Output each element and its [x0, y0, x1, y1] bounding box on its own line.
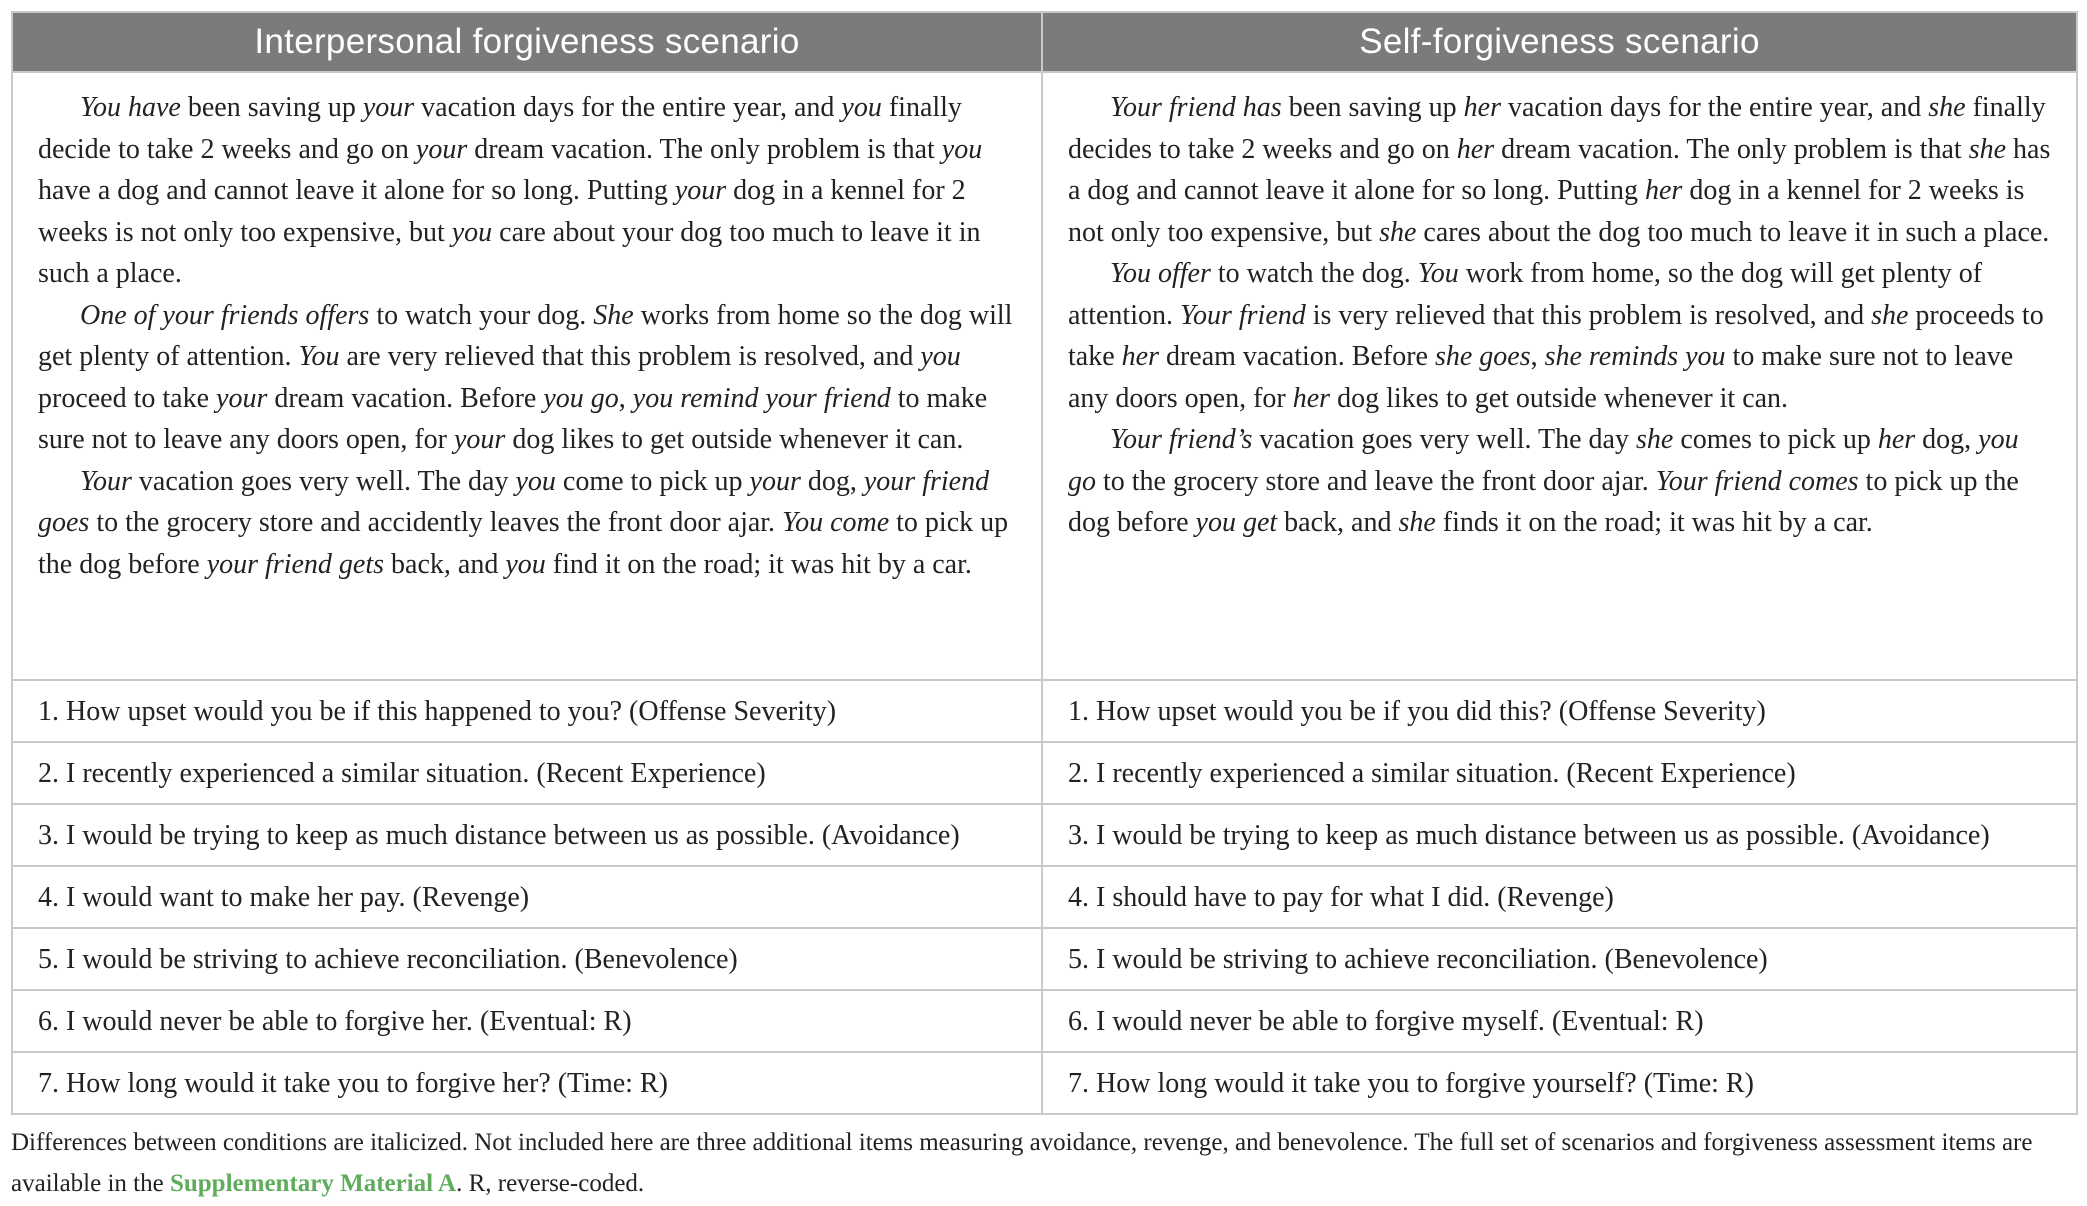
scenario-paragraph: Your friend’s vacation goes very well. The day she comes to pick up her dog, you go to the grocery store and leave the front door ajar. Your friend comes to pick up the dog before you get back, and she finds it on the road; it was hit by a car.: [1068, 424, 2019, 538]
italic-text: her: [1456, 133, 1495, 165]
italic-text: she: [1635, 424, 1674, 455]
table-row: [12, 742, 2077, 804]
italic-text: your: [415, 133, 468, 165]
italic-text: she reminds you: [1544, 341, 1726, 372]
italic-text: Your friend has: [1110, 92, 1282, 123]
italic-text: Your friend’s: [1110, 424, 1253, 455]
italic-text: she: [1398, 507, 1436, 538]
italic-text: your: [674, 175, 727, 206]
italic-text: your: [454, 424, 506, 455]
italic-text: You come: [782, 507, 890, 538]
italic-text: Your: [80, 465, 132, 497]
italic-text: you: [515, 465, 556, 497]
item-self-7: 7. How long would it take you to forgive yourself? (Time: R): [1042, 1052, 2077, 1114]
scenario-self: [1042, 72, 2077, 680]
italic-text: she: [1968, 133, 2007, 165]
item-interpersonal-7: 7. How long would it take you to forgive her? (Time: R): [12, 1052, 1042, 1114]
italic-text: her: [1644, 175, 1683, 206]
italic-text: her: [1292, 382, 1331, 414]
italic-text: your: [216, 382, 268, 414]
scenario-paragraph: You have been saving up your vacation days for the entire year, and you finally decide to take 2 weeks and go on your dream vacation. The only problem is that you have a dog and cannot leave it alone for so long. Putting your dog in a kennel for 2 weeks is not only too expensive, but you care about your dog too much to leave it in such a place.: [38, 92, 983, 289]
item-self-5: 5. I would be striving to achieve reconciliation. (Benevolence): [1042, 928, 2077, 990]
item-interpersonal-6: 6. I would never be able to forgive her. (Eventual: R): [12, 990, 1042, 1052]
scenario-paragraph: Your friend has been saving up her vacation days for the entire year, and she finally decides to take 2 weeks and go on her dream vacation. The only problem is that she has a dog and cannot leave it alone for so long. Putting her dog in a kennel for 2 weeks is not only too expensive, but she cares about the dog too much to leave it in such a place.: [1068, 92, 2051, 248]
table-footnote: [11, 1122, 2077, 1204]
header-interpersonal: Interpersonal forgiveness scenario: [12, 12, 1042, 72]
italic-text: her: [1877, 424, 1916, 455]
item-interpersonal-2: 2. I recently experienced a similar situation. (Recent Experience): [12, 742, 1042, 804]
italic-text: you: [505, 548, 546, 580]
italic-text: you: [451, 216, 493, 248]
item-self-6: 6. I would never be able to forgive myself. (Eventual: R): [1042, 990, 2077, 1052]
table-row: [12, 1052, 2077, 1114]
table-row: [12, 866, 2077, 928]
italic-text: you: [841, 92, 882, 123]
supplementary-material-link[interactable]: Supplementary Material A: [169, 1170, 457, 1197]
italic-text: She: [593, 299, 634, 331]
footnote-text-end: . R, reverse-coded.: [456, 1170, 645, 1197]
item-self-2: 2. I recently experienced a similar situation. (Recent Experience): [1042, 742, 2077, 804]
italic-text: You offer: [1110, 258, 1211, 289]
italic-text: your: [362, 92, 415, 123]
footnote-text: Differences between conditions are italicized. Not included here are three additional items measuring avoidance, revenge, and benevolence. The full set of scenarios and forgiveness assessment items are available in the: [11, 1129, 2033, 1197]
italic-text: your: [749, 465, 801, 497]
italic-text: You: [1417, 258, 1459, 289]
italic-text: she: [1379, 216, 1417, 248]
italic-text: Your friend comes: [1655, 465, 1859, 497]
scenario-row: [12, 72, 2077, 680]
item-interpersonal-5: 5. I would be striving to achieve reconciliation. (Benevolence): [12, 928, 1042, 990]
italic-text: her: [1463, 92, 1501, 123]
scenario-paragraph: One of your friends offers to watch your dog. She works from home so the dog will get plenty of attention. You are very relieved that this problem is resolved, and you proceed to take your dream vacation. Before you go, you remind your friend to make sure not to leave any doors open, for your dog likes to get outside whenever it can.: [38, 299, 1013, 455]
italic-text: she: [1928, 92, 1966, 123]
table-container: [11, 11, 2076, 1115]
item-self-4: 4. I should have to pay for what I did. (Revenge): [1042, 866, 2077, 928]
italic-text: One of your friends offers: [80, 299, 370, 331]
italic-text: she goes: [1434, 341, 1531, 372]
italic-text: you remind your friend: [632, 382, 891, 414]
header-self: Self-forgiveness scenario: [1042, 12, 2077, 72]
italic-text: you: [920, 341, 961, 372]
item-self-1: 1. How upset would you be if you did this? (Offense Severity): [1042, 680, 2077, 742]
table-row: [12, 680, 2077, 742]
forgiveness-scenario-table: [11, 11, 2078, 1115]
italic-text: your friend goes: [38, 465, 990, 538]
italic-text: You: [298, 341, 340, 372]
italic-text: you go: [1068, 424, 2019, 497]
scenario-paragraph: Your vacation goes very well. The day you come to pick up your dog, your friend goes to the grocery store and accidently leaves the front door ajar. You come to pick up the dog before your friend gets back, and you find it on the road; it was hit by a car.: [38, 465, 1009, 580]
table-row: [12, 928, 2077, 990]
italic-text: you: [941, 133, 983, 165]
italic-text: Your friend: [1179, 299, 1306, 331]
scenario-interpersonal: [12, 72, 1042, 680]
italic-text: you get: [1195, 507, 1278, 538]
item-self-3: 3. I would be trying to keep as much distance between us as possible. (Avoidance): [1042, 804, 2077, 866]
item-interpersonal-3: 3. I would be trying to keep as much distance between us as possible. (Avoidance): [12, 804, 1042, 866]
item-interpersonal-1: 1. How upset would you be if this happened to you? (Offense Severity): [12, 680, 1042, 742]
item-interpersonal-4: 4. I would want to make her pay. (Revenge): [12, 866, 1042, 928]
table-row: [12, 804, 2077, 866]
header-row: [12, 12, 2077, 72]
scenario-paragraph: You offer to watch the dog. You work from home, so the dog will get plenty of attention. Your friend is very relieved that this problem is resolved, and she proceeds to take her dream vacation. Before she goes, she reminds you to make sure not to leave any doors open, for her dog likes to get outside whenever it can.: [1068, 258, 2044, 414]
italic-text: you go: [543, 382, 619, 414]
italic-text: your friend gets: [206, 548, 385, 580]
italic-text: You have: [80, 92, 181, 123]
italic-text: she: [1871, 299, 1909, 331]
italic-text: her: [1121, 341, 1159, 372]
table-row: [12, 990, 2077, 1052]
